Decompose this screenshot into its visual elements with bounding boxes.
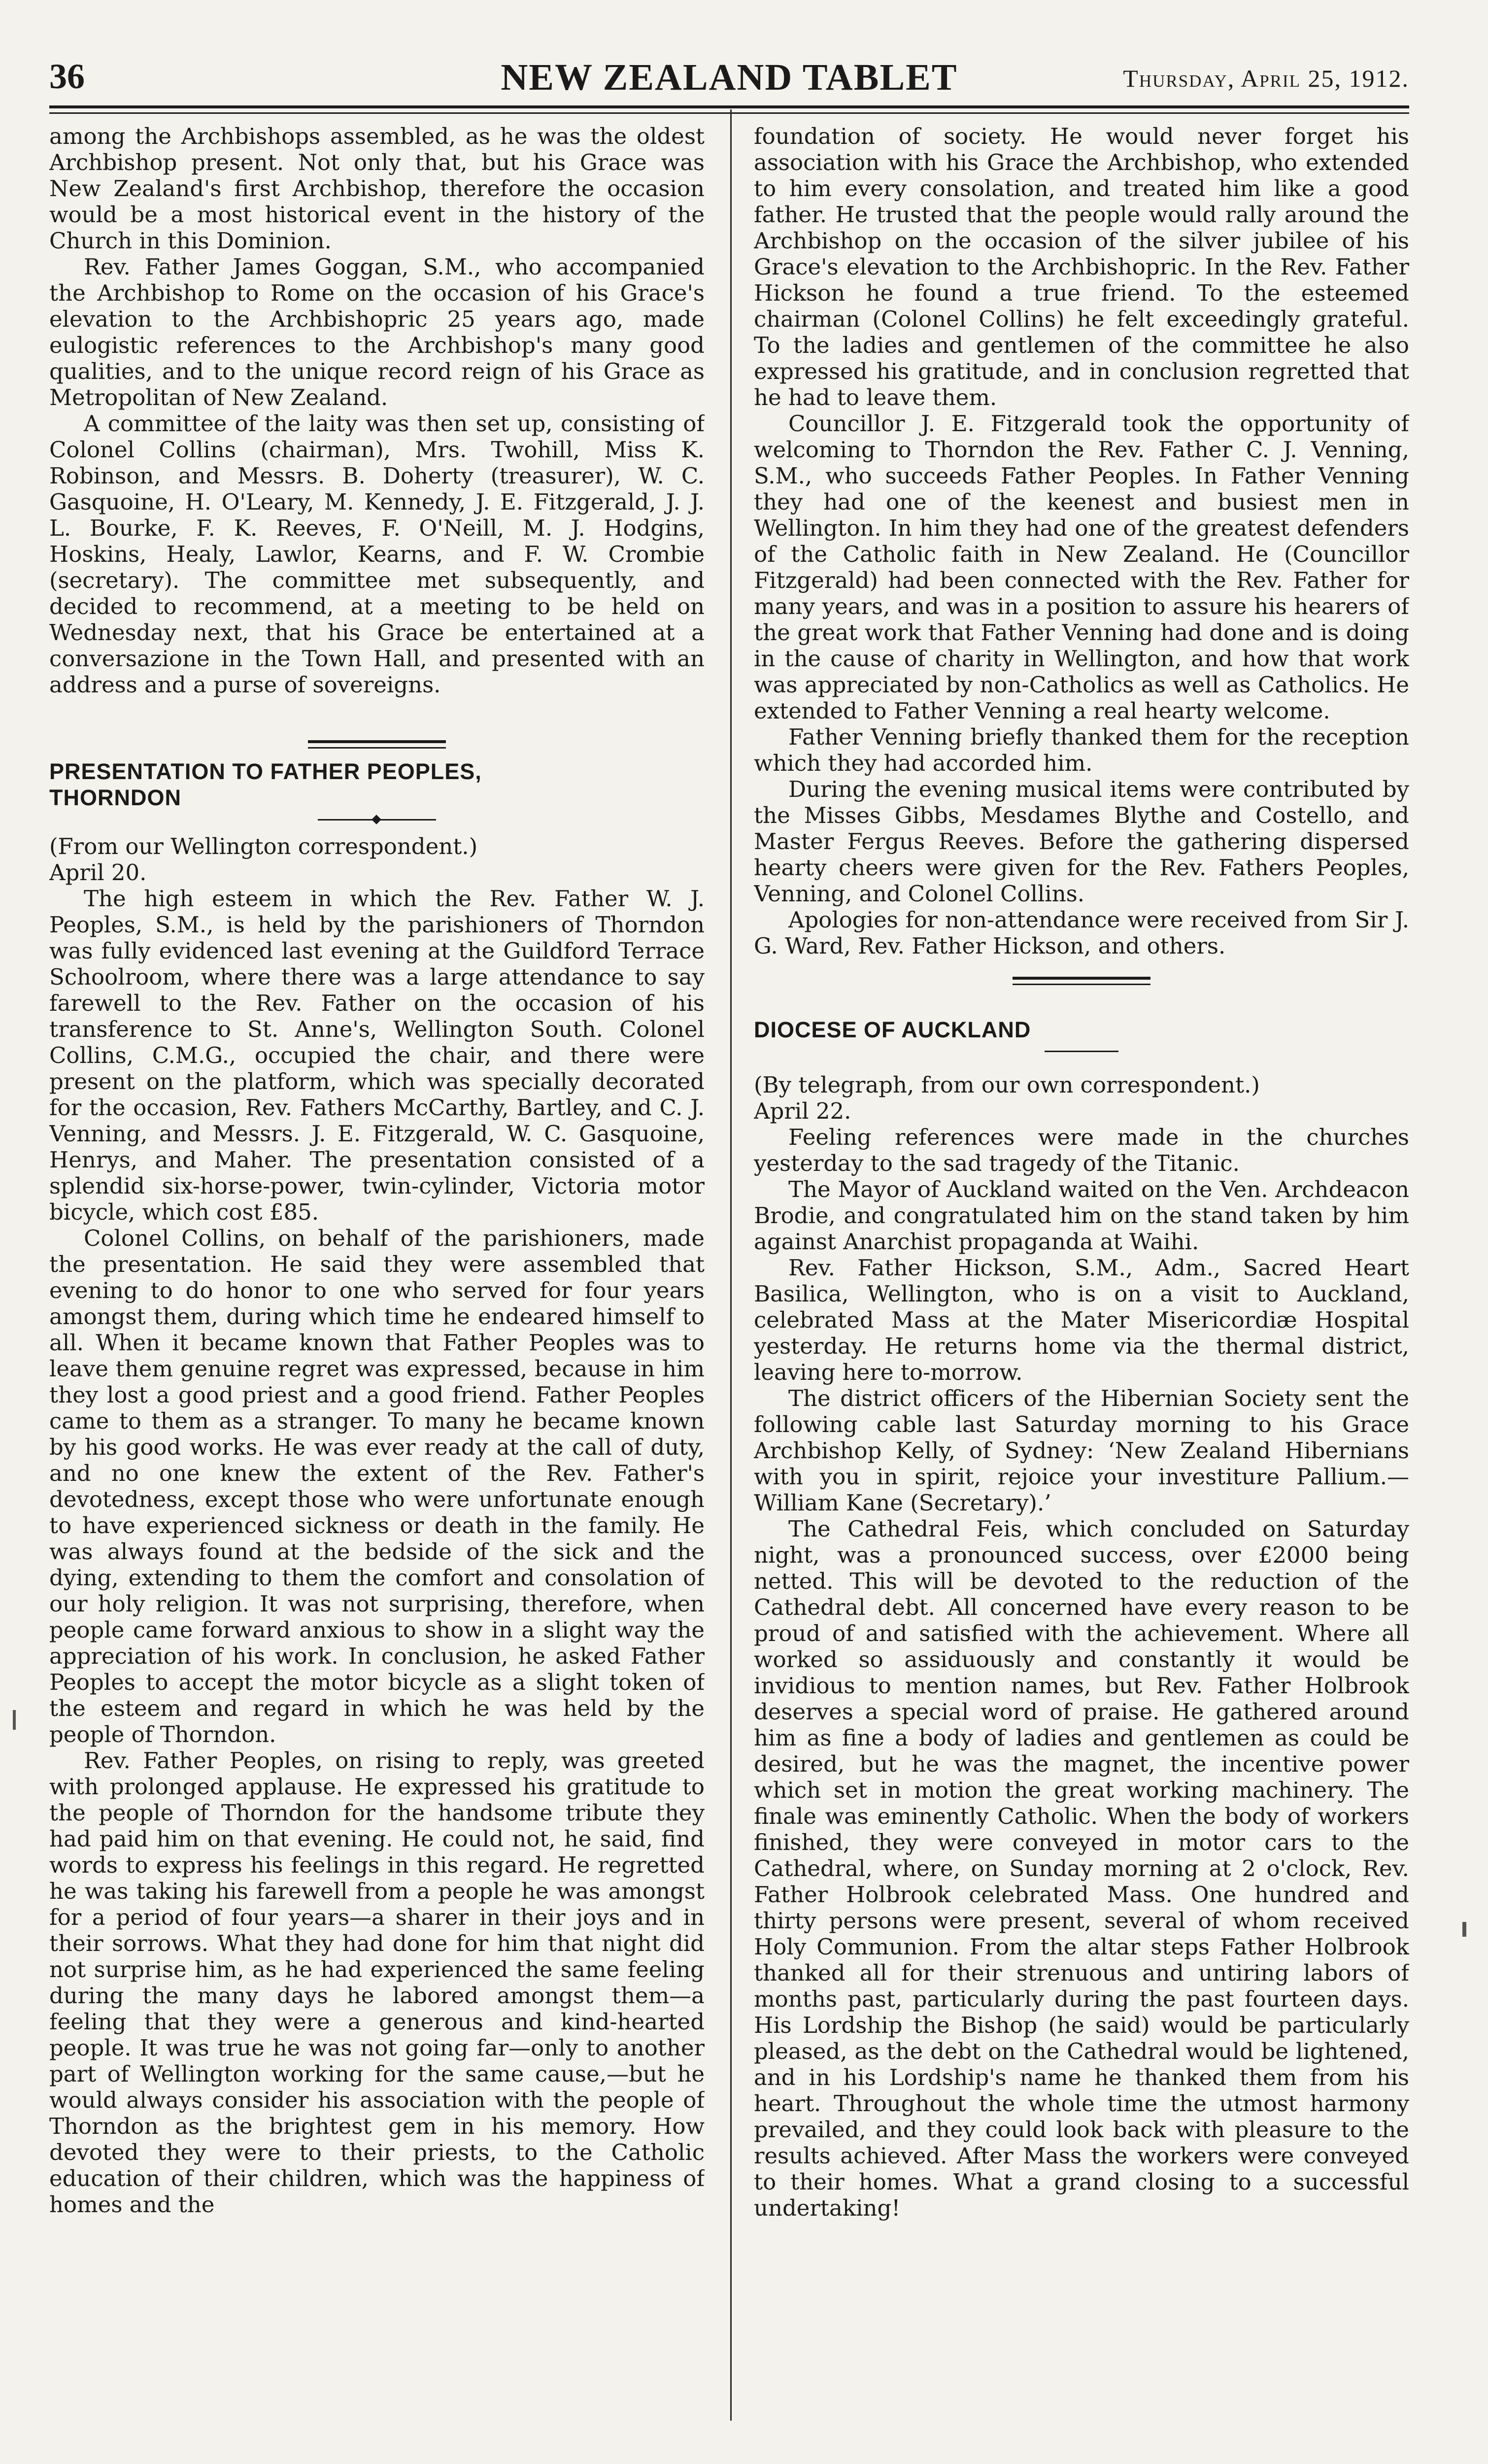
article-paragraph: Feeling references were made in the churches yesterday to the sad tragedy of the Titanic. xyxy=(754,1124,1409,1176)
article-paragraph: Rev. Father Peoples, on rising to reply, was greeted with prolonged applause. He expressed his gratitude to the people of Thorndon for the handsome tribute they had paid him on that evening. He could not, he said, find words to express his feelings in this regard. He regretted he was taking his farewell from a people he was amongst for a period of four years—a sharer in their joys and in their sorrows. What they had done for him that night did not surprise him, as he had experienced the same feeling during the many days he labored amongst them—a feeling that they were a generous and kind-hearted people. It was true he was not going far—only to another part of Wellington working for the same cause,—but he would always consider his association with the people of Thorndon as the brightest gem in his memory. How devoted they were to their priests, to the Catholic education of their children, which was the happiness of homes and the xyxy=(49,1747,705,2218)
section-divider xyxy=(308,740,446,749)
masthead xyxy=(49,53,1409,103)
left-column xyxy=(49,123,705,2410)
margin-mark xyxy=(13,1710,16,1730)
article-paragraph: Colonel Collins, on behalf of the parishioners, made the presentation. He said they were assembled that evening to do honor to one who served for four years amongst them, during which time he endeared himself to all. When it became known that Father Peoples was to leave them genuine regret was expressed, because in him they lost a good priest and a good friend. Father Peoples came to them as a stranger. To many he became known by his good works. He was ever ready at the call of duty, and no one knew the extent of the Rev. Father's devotedness, except those who were unfortunate enough to have experienced sickness or death in the family. He was always found at the bedside of the sick and the dying, extending to them the comfort and consolation of our holy religion. It was not surprising, therefore, when people came forward anxious to show in a slight way the appreciation of his work. In conclusion, he asked Father Peoples to accept the motor bicycle as a slight token of the esteem and regard in which he was held by the people of Thorndon. xyxy=(49,1225,705,1747)
byline: (By telegraph, from our own correspondent.) xyxy=(754,1072,1260,1098)
header-rule xyxy=(49,105,1409,108)
article-heading: PRESENTATION TO FATHER PEOPLES, xyxy=(49,759,482,784)
article-paragraph: Apologies for non-attendance were received from Sir J. G. Ward, Rev. Father Hickson, and others. xyxy=(754,907,1409,959)
article-paragraph: The district officers of the Hibernian Society sent the following cable last Saturday morning to his Grace Archbishop Kelly, of Sydney: ‘New Zealand Hibernians with you in spirit, rejoice your investiture Pallium.—William Kane (Secretary).’ xyxy=(754,1385,1409,1516)
article-paragraph: Father Venning briefly thanked them for the reception which they had accorded him. xyxy=(754,724,1409,776)
header-rule-thin xyxy=(49,112,1409,114)
column-divider xyxy=(730,109,732,2421)
article-paragraph: During the evening musical items were contributed by the Misses Gibbs, Mesdames Blythe and Costello, and Master Fergus Reeves. Before the gathering dispersed hearty cheers were given for the Rev. Fathers Peoples, Venning, and Colonel Collins. xyxy=(754,776,1409,907)
article-paragraph: Councillor J. E. Fitzgerald took the opportunity of welcoming to Thorndon the Rev. Father C. J. Venning, S.M., who succeeds Father Peoples. In Father Venning they had one of the keenest and busiest men in Wellington. In him they had one of the greatest defenders of the Catholic faith in New Zealand. He (Councillor Fitzgerald) had been connected with the Rev. Father for many years, and was in a position to assure his hearers of the great work that Father Venning had done and is doing in the cause of charity in Wellington, and how that work was appreciated by non-Catholics as well as Catholics. He extended to Father Venning a real hearty welcome. xyxy=(754,411,1409,724)
right-column xyxy=(754,123,1409,2410)
article-paragraph: The Mayor of Auckland waited on the Ven. Archdeacon Brodie, and congratulated him on the stand taken by him against Anarchist propaganda at Waihi. xyxy=(754,1176,1409,1255)
dateline: April 22. xyxy=(754,1098,851,1124)
article-heading: DIOCESE OF AUCKLAND xyxy=(754,1017,1031,1042)
article-paragraph: A committee of the laity was then set up, consisting of Colonel Collins (chairman), Mrs. Twohill, Miss K. Robinson, and Messrs. B. Doherty (treasurer), W. C. Gasquoine, H. O'Leary, M. Kennedy, J. E. Fitzgerald, J. J. L. Bourke, F. K. Reeves, F. O'Neill, M. J. Hodgins, Hoskins, Healy, Lawlor, Kearns, and F. W. Crombie (secretary). The committee met subsequently, and decided to recommend, at a meeting to be held on Wednesday next, that his Grace be entertained at a conversazione in the Town Hall, and presented with an address and a purse of sovereigns. xyxy=(49,411,705,698)
article-paragraph: Rev. Father James Goggan, S.M., who accompanied the Archbishop to Rome on the occasion of his Grace's elevation to the Archbishopric 25 years ago, made eulogistic references to the Archbishop's many good qualities, and to the unique record reign of his Grace as Metropolitan of New Zealand. xyxy=(49,254,705,411)
article-paragraph: Rev. Father Hickson, S.M., Adm., Sacred Heart Basilica, Wellington, who is on a visit to Auckland, celebrated Mass at the Mater Misericordiæ Hospital yesterday. He returns home via the thermal district, leaving here to-morrow. xyxy=(754,1255,1409,1385)
article-paragraph: foundation of society. He would never forget his association with his Grace the Archbishop, who extended to him every consolation, and treated him like a good father. He trusted that the people would rally around the Archbishop on the occasion of the silver jubilee of his Grace's elevation to the Archbishopric. In the Rev. Father Hickson he found a true friend. To the esteemed chairman (Colonel Collins) he felt exceedingly grateful. To the ladies and gentlemen of the committee he also expressed his gratitude, and in conclusion regretted that he had to leave them. xyxy=(754,123,1409,411)
heading-ornament xyxy=(318,815,436,824)
margin-mark xyxy=(1462,1922,1466,1937)
article-paragraph: among the Archbishops assembled, as he was the oldest Archbishop present. Not only that, but his Grace was New Zealand's first Archbishop, therefore the occasion would be a most historical event in the history of the Church in this Dominion. xyxy=(49,123,705,254)
paper-title: NEW ZEALAND TABLET xyxy=(501,57,958,98)
dateline: April 20. xyxy=(49,859,147,886)
article-heading-line2: THORNDON xyxy=(49,785,181,810)
article-paragraph: The Cathedral Feis, which concluded on Saturday night, was a pronounced success, over £2000 being netted. This will be devoted to the reduction of the Cathedral debt. All concerned have every reason to be proud of and satisfied with the achievement. Where all worked so assiduously and constantly it would be invidious to mention names, but Rev. Father Holbrook deserves a special word of praise. He gathered around him as fine a body of ladies and gentlemen as could be desired, but he was the magnet, the incentive power which set in motion the great working machinery. The finale was eminently Catholic. When the body of workers finished, they were conveyed in motor cars to the Cathedral, where, on Sunday morning at 2 o'clock, Rev. Father Holbrook celebrated Mass. One hundred and thirty persons were present, several of whom received Holy Communion. From the altar steps Father Holbrook thanked all for their strenuous and untiring labors of months past, particularly during the past fourteen days. His Lordship the Bishop (he said) would be particularly pleased, as the debt on the Cathedral would be lightened, and in his Lordship's name he thanked them from his heart. Throughout the whole time the utmost harmony prevailed, and they could look back with pleasure to the results achieved. After Mass the workers were conveyed to their homes. What a grand closing to a successful undertaking! xyxy=(754,1516,1409,2221)
section-divider xyxy=(1013,977,1150,985)
byline: (From our Wellington correspondent.) xyxy=(49,833,478,859)
page-number: 36 xyxy=(49,57,85,96)
issue-date: Thursday, April 25, 1912. xyxy=(1123,65,1409,92)
article-paragraph: The high esteem in which the Rev. Father W. J. Peoples, S.M., is held by the parishioners of Thorndon was fully evidenced last evening at the Guildford Terrace Schoolroom, where there was a large attendance to say farewell to the Rev. Father on the occasion of his transference to St. Anne's, Wellington South. Colonel Collins, C.M.G., occupied the chair, and there were present on the platform, which was specially decorated for the occasion, Rev. Fathers McCarthy, Bartley, and C. J. Venning, and Messrs. J. E. Fitzgerald, W. C. Gasquoine, Henrys, and Maher. The presentation consisted of a splendid six-horse-power, twin-cylinder, Victoria motor bicycle, which cost £85. xyxy=(49,886,705,1225)
